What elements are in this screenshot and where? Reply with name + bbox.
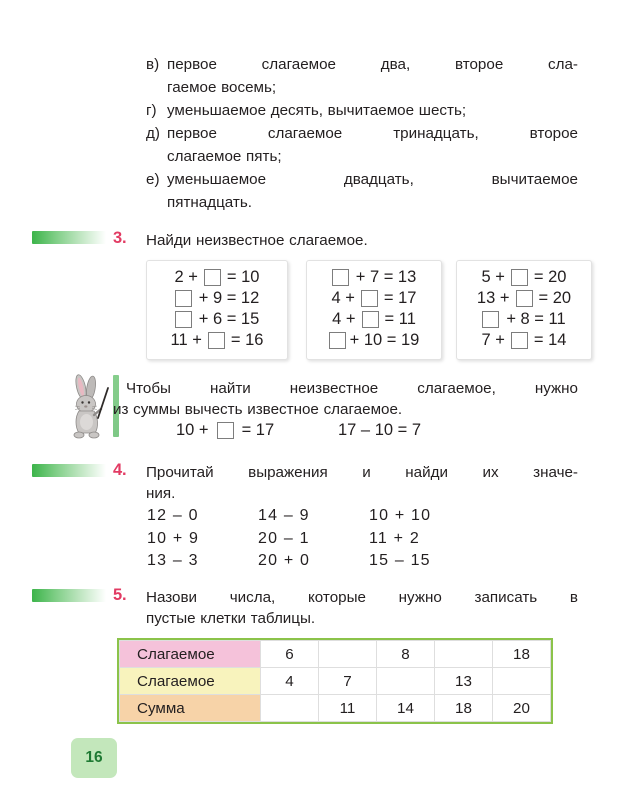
equation-right: = 14 <box>533 331 567 349</box>
exercise-marker-bar-5 <box>32 589 106 602</box>
answer-blank[interactable] <box>204 269 221 286</box>
table-cell[interactable]: 18 <box>493 641 551 668</box>
expression: 15 – 15 <box>369 552 431 570</box>
answer-blank[interactable] <box>208 332 225 349</box>
list-item-text: первое слагаемое тринадцать, второе <box>167 125 578 142</box>
table-cell[interactable]: 11 <box>319 695 377 722</box>
exercise-number-4: 4. <box>113 461 127 479</box>
equation-right: = 20 <box>533 268 567 286</box>
equation-row <box>147 288 287 309</box>
answer-blank[interactable] <box>329 332 346 349</box>
rabbit-illustration <box>68 373 112 439</box>
list-item <box>146 123 578 145</box>
list-item-text: уменьшаемое десять, вычитаемое шесть; <box>167 102 467 119</box>
answer-blank[interactable] <box>482 311 499 328</box>
expression-row <box>147 505 480 528</box>
equation-row <box>147 330 287 351</box>
expression: 12 – 0 <box>147 507 199 525</box>
exercise-prompt-4-line-1: Прочитай выражения и найди их значе- <box>146 464 578 481</box>
expression: 11 + 2 <box>369 529 420 547</box>
table-cell[interactable]: 7 <box>319 668 377 695</box>
list-item-marker: в) <box>146 56 160 73</box>
expression: 20 + 0 <box>258 552 311 570</box>
exercise-prompt-3: Найди неизвестное слагаемое. <box>146 232 368 249</box>
answer-blank[interactable] <box>361 290 378 307</box>
exercise-prompt-5-line-1: Назови числа, которые нужно записать в <box>146 589 578 606</box>
exercise-prompt-5-line-2: пустые клетки таблицы. <box>146 610 316 627</box>
table-cell[interactable]: 6 <box>261 641 319 668</box>
list-item-text: уменьшаемое двадцать, вычитаемое <box>167 171 578 188</box>
table-cell[interactable]: 14 <box>377 695 435 722</box>
exercise-marker-bar-4 <box>32 464 106 477</box>
equation-row <box>307 309 441 330</box>
rule-equation-left-pre: 10 + <box>176 421 209 439</box>
equation-row <box>307 330 441 351</box>
table-row <box>120 668 551 695</box>
equation-left: 4 + <box>332 310 356 328</box>
equation-left: 5 + <box>481 268 505 286</box>
equation-row <box>457 288 591 309</box>
exercise-number-5: 5. <box>113 586 127 604</box>
row-label: Слагаемое <box>120 641 261 668</box>
equation-row <box>147 267 287 288</box>
table-cell[interactable] <box>319 641 377 668</box>
rule-text-line-2: из суммы вычесть известное слагаемое. <box>113 401 403 418</box>
equation-left: 11 + <box>170 331 202 349</box>
table-cell[interactable]: 8 <box>377 641 435 668</box>
table-cell[interactable] <box>493 668 551 695</box>
equation-left: 2 + <box>174 268 198 286</box>
rule-text-line-1: Чтобы найти неизвестное слагаемое, нужно <box>126 380 578 397</box>
rule-equation-left-post: = 17 <box>241 421 275 439</box>
expression: 20 – 1 <box>258 529 310 547</box>
exercise-marker-bar-3 <box>32 231 106 244</box>
answer-blank[interactable] <box>511 332 528 349</box>
list-item-text-line2: пятнадцать. <box>167 194 252 211</box>
equation-left: + 6 = 15 <box>198 310 260 328</box>
equation-left: + 9 = 12 <box>198 289 260 307</box>
row-label: Сумма <box>120 695 261 722</box>
equation-row <box>307 267 441 288</box>
table-row <box>120 641 551 668</box>
answer-blank[interactable] <box>362 311 379 328</box>
equation-left: + 7 = 13 <box>355 268 417 286</box>
list-item <box>146 100 578 122</box>
equation-row <box>457 309 591 330</box>
answer-blank[interactable] <box>332 269 349 286</box>
list-item <box>146 169 578 191</box>
equation-box-3 <box>456 260 592 360</box>
list-item-text: первое слагаемое два, второе сла- <box>167 56 578 73</box>
table-cell[interactable] <box>435 641 493 668</box>
equation-row <box>307 288 441 309</box>
answer-blank[interactable] <box>516 290 533 307</box>
list-item-marker: г) <box>146 102 157 119</box>
equation-row <box>147 309 287 330</box>
table-cell[interactable] <box>377 668 435 695</box>
lettered-list <box>146 54 578 215</box>
table-cell[interactable]: 20 <box>493 695 551 722</box>
expression: 13 – 3 <box>147 552 199 570</box>
expression: 14 – 9 <box>258 507 310 525</box>
equation-box-2 <box>306 260 442 360</box>
rule-equation-left <box>176 421 274 440</box>
table-cell[interactable]: 4 <box>261 668 319 695</box>
list-item-marker: д) <box>146 125 160 142</box>
equation-left: 7 + <box>481 331 505 349</box>
expression-grid <box>147 505 480 573</box>
equation-left: + 10 = 19 <box>349 331 420 349</box>
addition-table <box>117 638 553 724</box>
rule-equation-right: 17 – 10 = 7 <box>338 421 422 439</box>
equation-right: = 16 <box>230 331 264 349</box>
exercise-prompt-4-line-2: ния. <box>146 485 176 502</box>
answer-blank[interactable] <box>511 269 528 286</box>
answer-blank[interactable] <box>175 290 192 307</box>
equation-row <box>457 330 591 351</box>
equation-box-1 <box>146 260 288 360</box>
answer-blank[interactable] <box>175 311 192 328</box>
expression-row <box>147 528 480 551</box>
list-item-continuation <box>146 146 578 168</box>
expression-row <box>147 550 480 573</box>
equation-right: = 17 <box>383 289 417 307</box>
equation-right: = 10 <box>226 268 260 286</box>
exercise-number-3: 3. <box>113 229 127 247</box>
list-item <box>146 54 578 76</box>
equation-right: = 20 <box>538 289 572 307</box>
table-cell[interactable]: 18 <box>435 695 493 722</box>
expression: 10 + 10 <box>369 507 432 525</box>
equation-left: + 8 = 11 <box>506 310 566 328</box>
equation-left: 4 + <box>331 289 355 307</box>
list-item-continuation <box>146 77 578 99</box>
equation-left: 13 + <box>476 289 510 307</box>
table-row <box>120 695 551 722</box>
list-item-marker: е) <box>146 171 160 188</box>
table-cell[interactable]: 13 <box>435 668 493 695</box>
list-item-continuation <box>146 192 578 214</box>
equation-right: = 11 <box>384 310 416 328</box>
page-number-badge: 16 <box>71 738 117 778</box>
equation-row <box>457 267 591 288</box>
answer-blank[interactable] <box>217 422 234 439</box>
list-item-text-line2: слагаемое пять; <box>167 148 282 165</box>
table-cell[interactable] <box>261 695 319 722</box>
row-label: Слагаемое <box>120 668 261 695</box>
expression: 10 + 9 <box>147 529 200 547</box>
list-item-text-line2: гаемое восемь; <box>167 79 277 96</box>
